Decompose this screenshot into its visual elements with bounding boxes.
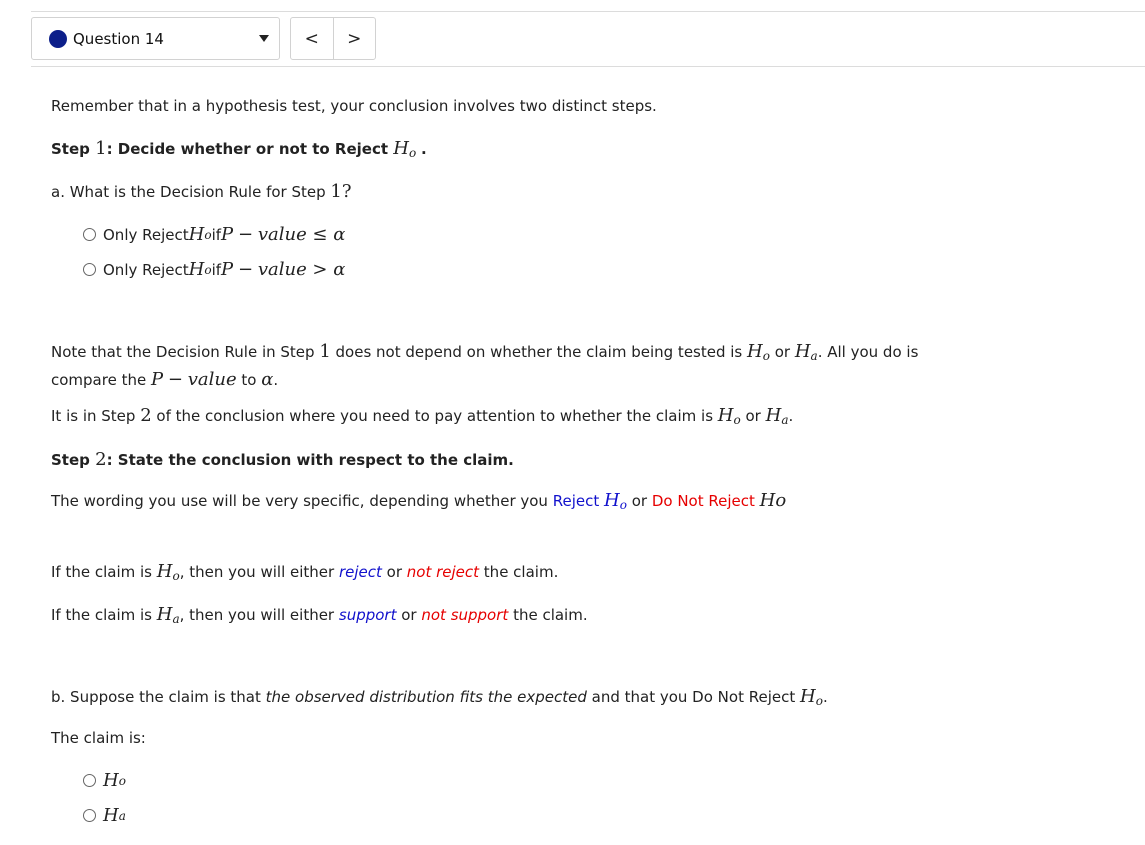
claim-label: The claim is: [51, 729, 146, 747]
claim-option-ha[interactable]: H a [83, 805, 126, 826]
decision-rule-option-1[interactable]: Only Reject H o if P − value ≤ α [83, 224, 345, 245]
radio-button[interactable] [83, 809, 96, 822]
radio-button[interactable] [83, 263, 96, 276]
question-b-prompt: b. Suppose the claim is that the observed distribution fits the expected and that you Do Not Reject $H_o$. [51, 686, 828, 708]
radio-button[interactable] [83, 774, 96, 787]
question-label: Question 14 [73, 30, 164, 48]
step2-heading: Step 2: State the conclusion with respect to the claim. [51, 449, 514, 470]
claim-ho-text: If the claim is $H_o$, then you will either reject or not reject the claim. [51, 561, 559, 583]
decision-rule-option-2[interactable]: Only Reject H o if P − value > α [83, 259, 345, 280]
note-paragraph: Note that the Decision Rule in Step 1 does not depend on whether the claim being tested is $H_o$ or $H_a$. All you do is compare the P − value to α. [51, 341, 919, 390]
prev-question-button[interactable]: < [304, 28, 319, 49]
header-divider [31, 66, 1145, 67]
top-divider [31, 11, 1145, 12]
caret-down-icon [259, 35, 269, 42]
question-a-prompt: a. What is the Decision Rule for Step 1? [51, 181, 352, 202]
question-nav [290, 17, 376, 60]
intro-text: Remember that in a hypothesis test, your conclusion involves two distinct steps. [51, 97, 657, 115]
question-selector[interactable] [31, 17, 280, 60]
step2-intro-text: It is in Step 2 of the conclusion where you need to pay attention to whether the claim is $H_o$ or $H_a$. [51, 405, 794, 427]
wording-text: The wording you use will be very specific, depending whether you Reject $H_o$ or Do Not Reject Ho [51, 490, 787, 512]
question-status-dot [49, 30, 67, 48]
claim-option-ho[interactable]: H o [83, 770, 126, 791]
radio-button[interactable] [83, 228, 96, 241]
step1-heading: Step 1: Decide whether or not to Reject $H_o$ . [51, 138, 427, 160]
claim-ha-text: If the claim is $H_a$, then you will either support or not support the claim. [51, 604, 588, 626]
next-question-button[interactable]: > [333, 18, 376, 59]
